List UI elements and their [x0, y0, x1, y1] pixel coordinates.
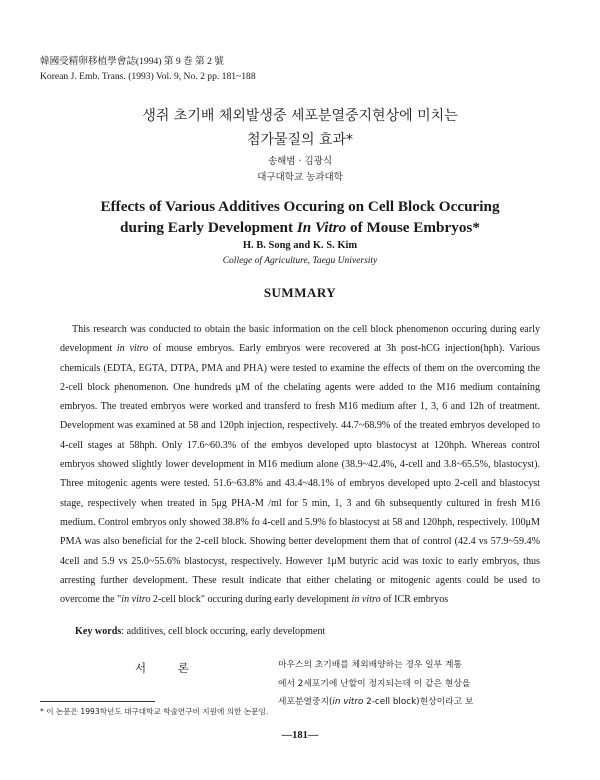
abstract-italic-1: in vitro — [116, 343, 149, 355]
english-title-part-2: of Mouse Embryos* — [346, 219, 480, 236]
abstract-text-2: of mouse embryos. Early embryos were recovered at 3h post-hCG injection(hph). Various chemicals (EDTA, EGTA, DTPA, PMA and PHA) were tested to examine the effects of them on the overcoming the 2-cell block phenomenon. One hundreds μM of the chelating agents were added to the M16 medium containing embryos. The treated embryos were worked and transferd to fresh M16 medium after 1, 3, 6 and 12h of treatment. Development was examined at 58 and 120ph injection, respectively. 44.7~68.9% of the treated embryos developed to 4-cell stages at 58hph. Only 17.6~60.3% of the embyos developed upto blastocyst at 120hph. Whereas control embryos showed slightly lower development in M16 medium alone (38.9~42.4%, 4-cell and 3.8~65.5%, blastocyst). Three mitogenic agents were tested. 51.6~63.8% and 43.4~48.1% of embryos developed upto 2-cell and blastocyst stage, respectively when treated in 5μg PHA-M /ml for 5 min, 1, 3 and 6h subsequently cultured in fresh M16 medium. Control embryos only showed 38.8% fo 4-cell and 5.9% fo blastocyst at 58 and 120hph, respectively. 100μM PMA was also beneficial for the 2-cell block. Showing better development them that of control (42.4 vs 57.9~59.4% 4cell and 5.9 vs 25.0~55.6% blastocyst, respectively. However 1μM butyric acid was toxic to early embryos, thus arresting further development. These result indicate that either chelating or mitogenic agents could be used to overcome the " — [60, 343, 540, 606]
footnote: * 이 논문은 1993학년도 대구대학교 학술연구비 지원에 의한 논문임. — [40, 707, 269, 716]
abstract-italic-3: in vitro — [351, 594, 381, 606]
introduction-line-3-part-1: 세포분열중지( — [278, 697, 333, 708]
abstract-text-1: This research was conducted to obtain the basic information on the cell block phenomenon occuring during early development — [60, 324, 540, 355]
abstract-italic-2: in vitro — [121, 594, 151, 606]
korean-affiliation: 대구대학교 농과대학 — [257, 172, 343, 183]
introduction-heading: 서 론 — [135, 661, 203, 675]
abstract-paragraph — [60, 320, 540, 609]
english-title-italic: In Vitro — [296, 219, 347, 236]
keywords-line — [75, 626, 325, 637]
korean-authors: 송해범 · 김광식 — [267, 156, 333, 167]
summary-heading: SUMMARY — [263, 285, 337, 300]
abstract-text-3: 2-cell block" occuring during early development — [150, 594, 352, 606]
abstract-text-4: of ICR embryos — [380, 594, 449, 606]
english-title-part-1: during Early Development — [120, 219, 297, 236]
korean-title-line-1: 생쥐 초기배 체외발생중 세포분열중지현상에 미치는 — [142, 108, 458, 124]
english-authors: H. B. Song and K. S. Kim — [242, 240, 358, 251]
introduction-text — [278, 656, 546, 712]
introduction-line-3-part-2: 2-cell block)현상이라고 보 — [363, 697, 474, 708]
korean-title-line-2: 첨가물질의 효과* — [246, 132, 354, 148]
keywords-text: : additives, cell block occuring, early development — [121, 626, 326, 637]
keywords-label: Key words — [75, 626, 122, 637]
english-affiliation: College of Agriculture, Taegu University — [222, 256, 378, 266]
introduction-line-2: 에서 2세포기에 난할이 정지되는데 이 같은 현상을 — [278, 678, 471, 689]
journal-citation-korean: 韓國受精卵移植學會誌(1994) 第 9 巻 第 2 號 — [40, 56, 224, 67]
english-title-line-1: Effects of Various Additives Occuring on Cell Block Occuring — [100, 198, 500, 215]
introduction-line-3-italic: in vitro — [332, 697, 364, 708]
journal-citation — [40, 54, 256, 84]
english-title-line-2 — [0, 217, 600, 238]
page-number: —181— — [281, 730, 319, 741]
footnote-divider — [40, 701, 155, 702]
journal-citation-english: Korean J. Emb. Trans. (1993) Vol. 9, No. 2 pp. 181~188 — [40, 71, 256, 82]
introduction-line-1: 마우스의 초기배를 체외배양하는 경우 일부 계통 — [278, 660, 462, 670]
introduction-line-3 — [278, 693, 546, 712]
